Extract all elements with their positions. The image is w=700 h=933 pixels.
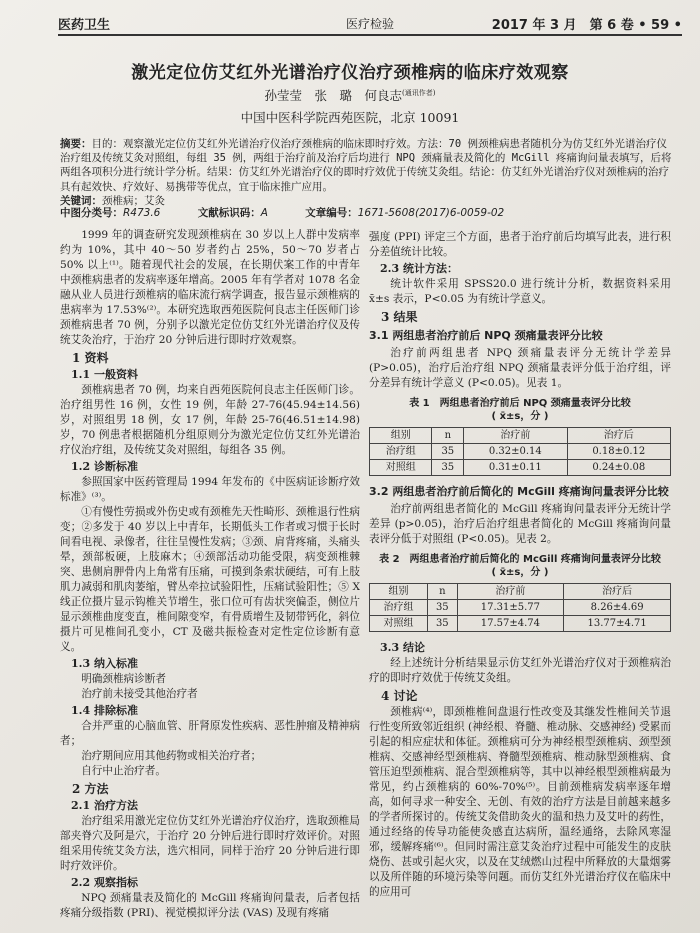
abstract-text: 目的：观察激光定位仿艾红外光谱治疗仪治疗颈椎病的临床即时疗效。方法：70 例颈椎病患者随机分为仿艾红外光谱治疗仪治疗组及传统艾灸对照组，每组 35 例，两组于治疗前及治疗后均进行 NPQ 颈痛量表及简化的 McGill 疼痛询问量表填写，后将两组各项积分进行统计学分析。结果：仿艾红外光谱治疗仪的即时疗效优于传统艾灸组。结论：仿艾红外光谱治疗仪对颈椎病的治疗具有起效快、疗效好、易携带等优点，宜于临床推广应用。 [60,138,672,193]
paragraph: 合并严重的心脑血管、肝肾原发性疾病、恶性肿瘤及精神病者； [60,720,360,747]
table-cell: 治疗组 [370,444,432,460]
doc-code-label: 文献标识码： [197,207,261,219]
subsection-heading: 1.1 一般资料 [71,368,138,381]
paragraph: 治疗前两组患者简化的 McGill 疼痛询问量表评分无统计学差异 (p>0.05)，治疗后治疗组患者简化的 McGill 疼痛询问量表评分低于对照组 (P<0.05)。见表 2。 [369,503,671,545]
table-cell: 17.31±5.77 [457,600,564,616]
paragraph: 明确颈椎病诊断者 [81,673,166,685]
table-header: 治疗前 [457,584,564,600]
subsection-heading: 3.1 两组患者治疗前后 NPQ 颈痛量表评分比较 [369,329,603,342]
table-header: 组别 [370,428,432,444]
table-cell: 0.24±0.08 [567,460,670,476]
table-header: n [432,428,464,444]
paragraph: 治疗期间应用其他药物或相关治疗者； [81,750,262,762]
paragraph: NPQ 颈痛量表及简化的 McGill 疼痛询问量表，后者包括疼痛分级指数 (PRI)、视觉模拟评分法 (VAS) 及现有疼痛 [60,892,360,919]
table-cell: 0.32±0.14 [464,444,567,460]
section-name: 医疗检验 [345,17,394,31]
table-cell: 0.18±0.12 [567,444,670,460]
clc-label: 中图分类号： [60,207,123,219]
paragraph: 颈椎病⁽⁴⁾，即颈椎椎间盘退行性改变及其继发性椎间关节退行性变所致邻近组织 (神经根、脊髓、椎动脉、交感神经) 受累而引起的相应症状和体征。颈椎病可分为神经根型颈椎病、颈型颈椎病、交感神经型颈椎病、脊髓型颈椎病、椎动脉型颈椎病、食管压迫型颈椎病、混合型颈椎病等，其中以神经根型颈椎病最为常见，约占颈椎病的 60%-70%⁽⁵⁾。目前颈椎病发病率逐年增高，如何寻求一种安全、无创、有效的治疗方法是目前越来越多的学者所探讨的。传统艾灸借助灸火的温和热力及艾叶的药性，通过经络的传导功能使灸感直达病所，温经通络，去除风寒湿邪，缓解疼痛⁽⁶⁾。但同时需注意艾灸治疗过程中可能发生的皮肤烧伤、甚或引起火灾，以及在艾绒燃山过程中所释放的大量烟雾以及所伴随的环境污染等问题。而仿艾红外光谱治疗仪在临床中的应用可 [369,706,671,898]
table-cell: 35 [432,444,464,460]
subsection-heading: 1.3 纳入标准 [71,657,138,670]
table2-caption [369,553,671,579]
table-cell: 对照组 [370,460,432,476]
paragraph: 治疗前两组患者 NPQ 颈痛量表评分无统计学差异 (P>0.05)，治疗后治疗组 NPQ 颈痛量表评分低于治疗组，评分差异有统计学意义 (P<0.05)。见表 1。 [369,347,671,389]
intro-paragraph: 1999 年的调查研究发现颈椎病在 30 岁以上人群中发病率约为 10%，其中 40～50 岁者约占 25%，50～70 岁者占 50% 以上⁽¹⁾。随着现代社会的发展，在长期伏案工作的中青年中颈椎病患者的发病率逐年增高。2005 年有学者对 1078 名金融从业人员进行颈椎病的临床流行病学调查，报告显示颈椎病的患病率为 17.53%⁽²⁾。本研究选取西苑医院何良志主任医师门诊颈椎病患者 70 例，分别予以激光定位仿艾红外光谱治疗仪及传统艾灸治疗，于治疗 20 分钟后进行即时疗效观察。 [60,229,360,346]
table-row [370,616,671,632]
subsection-heading: 1.4 排除标准 [71,704,138,717]
subsection-heading: 3.2 两组患者治疗前后简化的 McGill 疼痛询问量表评分比较 [369,485,669,498]
table2-unit: ( x̄±s，分 ) [491,567,549,578]
table-row [370,444,671,460]
paragraph: 经上述统计分析结果显示仿艾红外光谱治疗仪对于颈椎病治疗的即时疗效优于传统艾灸组。 [369,657,671,684]
table1-unit: ( x̄±s，分 ) [491,411,549,422]
running-header [58,12,682,36]
section-heading: 3 结果 [381,310,418,324]
table-row [370,460,671,476]
keywords: 颈椎病；艾灸 [102,194,165,207]
keywords-label: 关键词： [60,194,102,207]
authors [0,86,700,104]
table1-title: 表 1 两组患者治疗前后 NPQ 颈痛量表评分比较 [409,398,631,409]
table-header: 治疗后 [564,584,671,600]
section-heading: 2 方法 [72,782,109,796]
table-cell: 13.77±4.71 [564,616,671,632]
paragraph: 强度 (PPI) 评定三个方面，患者于治疗前后均填写此表，进行积分差值统计比较。 [369,231,671,258]
table-header: 治疗后 [567,428,670,444]
table-cell: 0.31±0.11 [464,460,567,476]
subsection-heading: 2.2 观察指标 [71,876,138,889]
article-title: 激光定位仿艾红外光谱治疗仪治疗颈椎病的临床疗效观察 [131,63,569,83]
subsection-heading: 2.3 统计方法： [380,262,458,275]
table2-title: 表 2 两组患者治疗前后简化的 McGill 疼痛询问量表评分比较 [379,554,661,565]
table1 [369,427,671,476]
table-cell: 35 [432,460,464,476]
left-column [60,228,360,921]
clc-value: R473.6 [123,207,161,219]
table-cell: 35 [428,616,457,632]
paragraph: 统计软件采用 SPSS20.0 进行统计分析，数据资料采用 x̄±s 表示，P<0.05 为有统计学意义。 [369,278,671,305]
abstract-label: 摘要： [60,138,92,150]
section-heading: 1 资料 [72,351,109,365]
paragraph: 治疗组采用激光定位仿艾红外光谱治疗仪治疗，选取颈椎局部夹脊穴及阿是穴，于治疗 20 分钟后进行即时疗效评价。对照组采用传统艾灸方法，选穴相同，同样于治疗 20 分钟后进行即时疗效评价。 [60,815,360,872]
table-cell: 8.26±4.69 [564,600,671,616]
journal-name: 医药卫生 [58,18,111,33]
doc-code-value: A [260,207,268,219]
paragraph: ①有慢性劳损或外伤史或有颈椎先天性畸形、颈椎退行性病变；②多发于 40 岁以上中青年，长期低头工作者或习惯于长时间看电视、录像者，往往呈慢性发病；③颈、肩背疼痛，头痛头晕，颈部板硬，上肢麻木；④颈部活动功能受限，病变颈椎棘突、患侧肩胛骨内上角常有压痛，可摸到条索状硬结，可有上肢肌力减弱和肌肉萎缩，臂丛牵拉试验阳性，压痛试验阳性；⑤ X 线正位摄片显示钩椎关节增生，张口位可有齿状突偏歪，侧位片显示颈椎曲度变直，椎间隙变窄，有骨质增生及韧带钙化，斜位摄片可见椎间孔变小，CT 及磁共振检查对定性定位诊断有意义。 [60,506,360,653]
table1-caption [369,397,671,423]
author-names: 孙莹莹 张 璐 何良志 [264,88,403,103]
subsection-heading: 2.1 治疗方法 [71,799,138,812]
table2 [369,583,671,632]
table-cell: 17.57±4.74 [457,616,564,632]
article-meta [60,205,672,220]
table-header: 治疗前 [464,428,567,444]
table-cell: 对照组 [370,616,428,632]
table-header: n [428,584,457,600]
paragraph: 参照国家中医药管理局 1994 年发布的《中医病证诊断疗效标准》⁽³⁾。 [60,476,360,503]
paragraph: 治疗前未接受其他治疗者 [81,688,198,700]
subsection-heading: 1.2 诊断标准 [71,460,138,473]
paragraph: 自行中止治疗者。 [81,765,166,777]
abstract [60,137,672,208]
article-number-label: 文章编号： [305,207,358,219]
table-cell: 35 [428,600,457,616]
table-header: 组别 [370,584,428,600]
corresponding-note: (通讯作者) [402,88,436,97]
section-heading: 4 讨论 [381,689,418,703]
affiliation: 中国中医科学院西苑医院，北京 10091 [240,110,460,125]
table-row [370,600,671,616]
subsection-heading: 3.3 结论 [380,641,425,654]
issue-info: 2017 年 3 月 第 6 卷 • 59 • [491,18,682,33]
article-number-value: 1671-5608(2017)6-0059-02 [357,207,505,219]
right-column [369,230,671,900]
table-cell: 治疗组 [370,600,428,616]
paragraph: 颈椎病患者 70 例，均来自西苑医院何良志主任医师门诊。治疗组男性 16 例，女性 19 例，年龄 27-76(45.94±14.56) 岁，对照组男 18 例，女 17 例，年龄 25-76(46.51±14.98) 岁，70 例患者根据随机分组原则分为激光定位仿艾红外光谱治疗仪治疗组，及传统艾灸对照组，每组各 35 例。 [60,384,360,456]
